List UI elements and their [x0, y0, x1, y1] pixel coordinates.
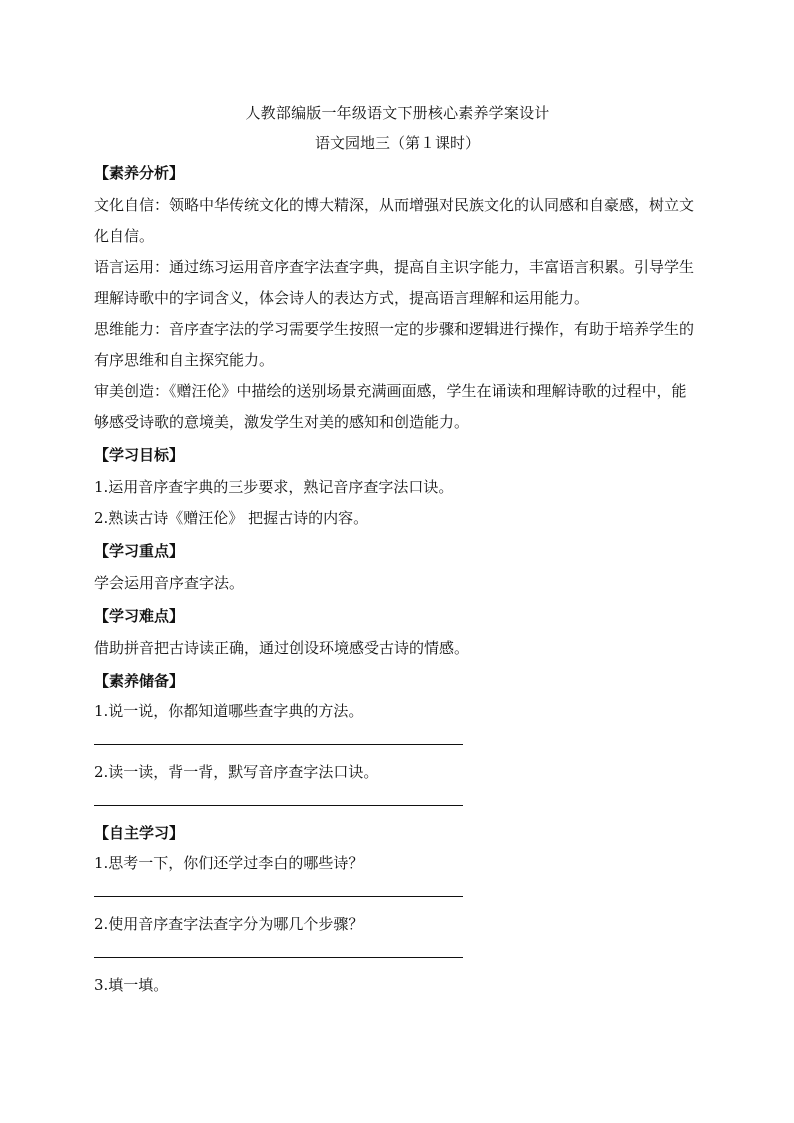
document-content — [94, 100, 701, 1003]
paragraph-language-use: 语言运用：通过练习运用音序查字法查字典，提高自主识字能力，丰富语言积累。引导学生理解诗歌中的字词含义，体会诗人的表达方式，提高语言理解和运用能力。 — [94, 258, 695, 307]
preparation-question: 1.说一说，你都知道哪些查字典的方法。 — [94, 702, 364, 720]
paragraph-thinking-ability: 思维能力：音序查字法的学习需要学生按照一定的步骤和逻辑进行操作，有助于培养学生的有序思维和自主探究能力。 — [94, 320, 695, 369]
section-heading-key-points: 【学习重点】 — [94, 542, 185, 560]
self-study-question: 3.填一填。 — [94, 976, 169, 994]
learning-goal-item: 1.运用音序查字典的三步要求，熟记音序查字法口诀。 — [94, 478, 454, 496]
section-heading-preparation: 【素养储备】 — [94, 672, 185, 690]
self-study-question: 2.使用音序查字法查字分为哪几个步骤？ — [94, 915, 364, 933]
answer-blank-line[interactable] — [94, 805, 463, 806]
section-heading-self-study: 【自主学习】 — [94, 824, 185, 842]
learning-goal-item: 2.熟读古诗《赠汪伦》 把握古诗的内容。 — [94, 509, 369, 527]
answer-blank-line[interactable] — [94, 957, 463, 958]
section-heading-learning-goals: 【学习目标】 — [94, 446, 185, 464]
paragraph-cultural-confidence: 文化自信：领略中华传统文化的博大精深，从而增强对民族文化的认同感和自豪感，树立文化自信。 — [94, 196, 695, 245]
section-heading-literacy-analysis: 【素养分析】 — [94, 164, 185, 182]
preparation-question: 2.读一读，背一背，默写音序查字法口诀。 — [94, 763, 379, 781]
difficulties-text: 借助拼音把古诗读正确，通过创设环境感受古诗的情感。 — [94, 639, 470, 657]
self-study-question: 1.思考一下，你们还学过李白的哪些诗？ — [94, 854, 364, 872]
key-points-text: 学会运用音序查字法。 — [94, 574, 245, 592]
document-subtitle: 语文园地三（第１课时） — [314, 134, 480, 152]
answer-blank-line[interactable] — [94, 744, 463, 745]
answer-blank-line[interactable] — [94, 896, 463, 897]
paragraph-aesthetic-creation: 审美创造：《赠汪伦》中描绘的送别场景充满画面感，学生在诵读和理解诗歌的过程中，能够感受诗歌的意境美，激发学生对美的感知和创造能力。 — [94, 382, 687, 431]
section-heading-difficulties: 【学习难点】 — [94, 607, 185, 625]
document-title: 人教部编版一年级语文下册核心素养学案设计 — [245, 104, 550, 122]
